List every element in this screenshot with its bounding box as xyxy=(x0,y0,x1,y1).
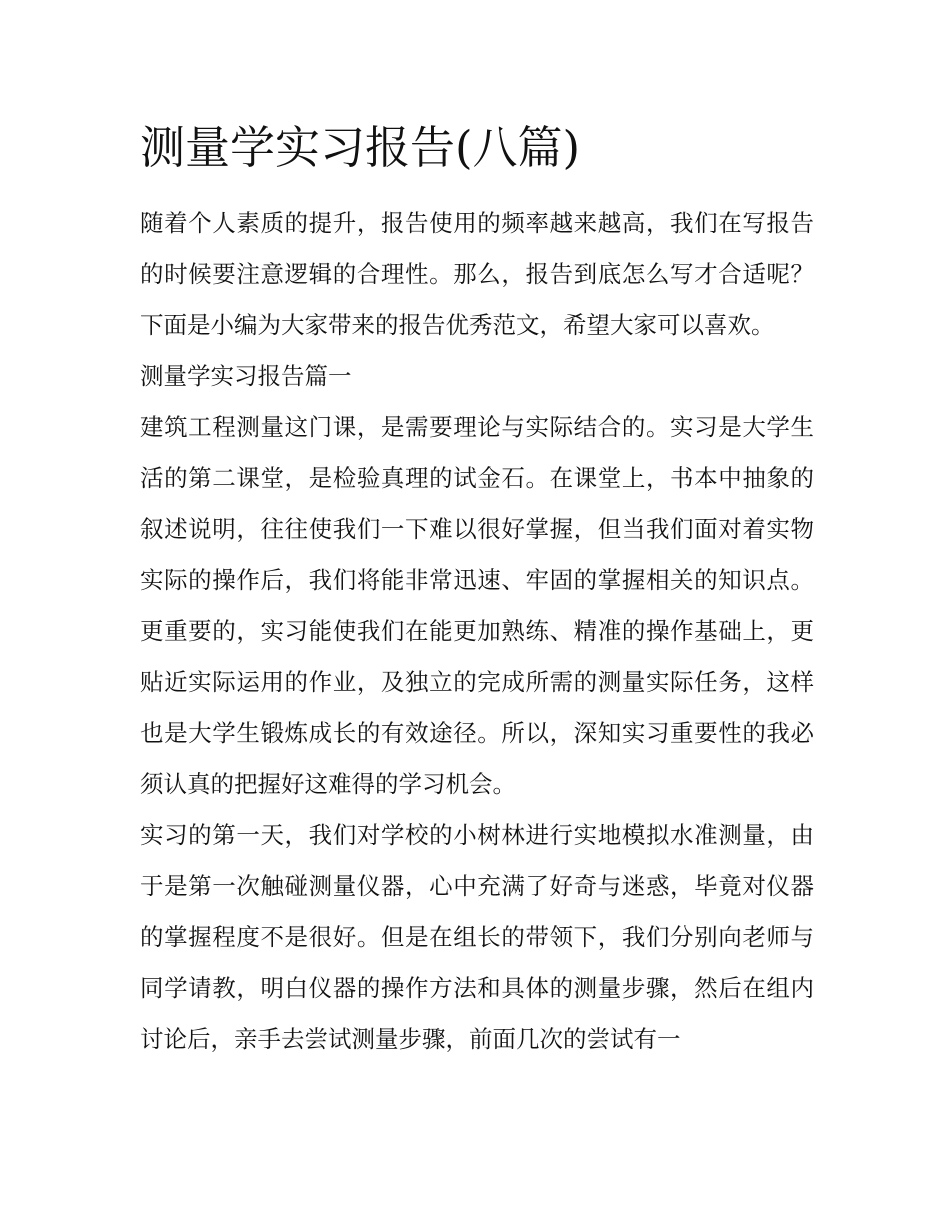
section-heading: 测量学实习报告篇一 xyxy=(140,362,352,390)
body-paragraph: 建筑工程测量这门课，是需要理论与实际结合的。实习是大学生活的第二课堂，是检验真理的试金石。在课堂上，书本中抽象的叙述说明，往往使我们一下难以很好掌握，但当我们面对着实物实际的操作后，我们将能非常迅速、牢固的掌握相关的知识点。更重要的，实习能使我们在能更加熟练、精准的操作基础上，更贴近实际运用的作业，及独立的完成所需的测量实际任务，这样也是大学生锻炼成长的有效途径。所以，深知实习重要性的我必须认真的把握好这难得的学习机会。 xyxy=(140,413,814,798)
document-title: 测量学实习报告(八篇) xyxy=(140,121,581,174)
document-body xyxy=(140,198,814,1065)
intro-paragraph: 随着个人素质的提升，报告使用的频率越来越高，我们在写报告的时候要注意逻辑的合理性。那么，报告到底怎么写才合适呢？下面是小编为大家带来的报告优秀范文，希望大家可以喜欢。 xyxy=(140,209,814,339)
body-paragraph: 实习的第一天，我们对学校的小树林进行实地模拟水准测量，由于是第一次触碰测量仪器，心中充满了好奇与迷惑，毕竟对仪器的掌握程度不是很好。但是在组长的带领下，我们分别向老师与同学请教，明白仪器的操作方法和具体的测量步骤，然后在组内讨论后，亲手去尝试测量步骤，前面几次的尝试有一 xyxy=(140,821,814,1053)
